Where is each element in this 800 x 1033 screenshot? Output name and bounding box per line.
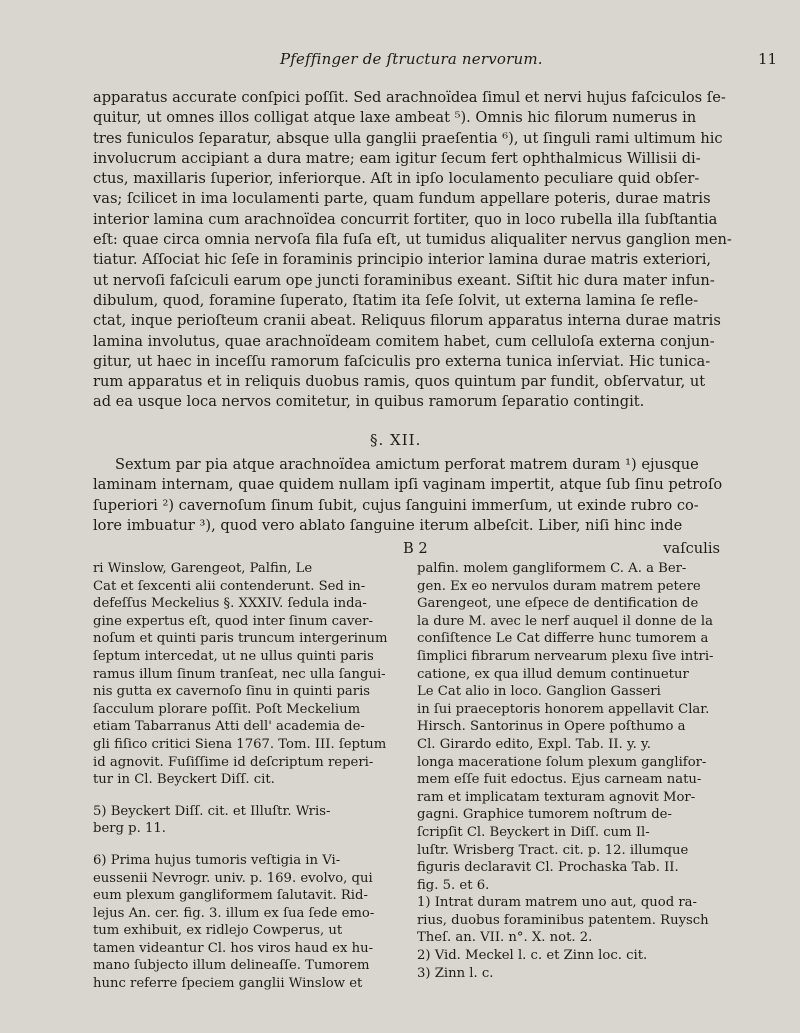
footnote-line: rius, duobus foraminibus patentem. Ruysch bbox=[417, 912, 709, 928]
footnote-line: ri Winslow, Garengeot, Palfin, Le bbox=[93, 561, 313, 576]
footnote-line: gagni. Graphice tumorem noſtrum de- bbox=[417, 807, 672, 823]
text-line: lamina involutus, quae arachnoïdeam comitem habet, cum celluloſa externa conjun- bbox=[93, 332, 715, 350]
text-line: lore imbuatur ³), quod vero ablato ſanguine iterum albeſcit. Liber, niſi hinc inde bbox=[93, 516, 683, 534]
text-line: apparatus accurate conſpici poſſit. Sed arachnoïdea ſimul et nervi hujus faſciculos ſe- bbox=[93, 89, 726, 106]
text-line: dibulum, quod, foramine ſuperato, ſtatim ita ſeſe ſolvit, ut externa lamina ſe refle- bbox=[93, 291, 699, 309]
footnote-line: ſacculum plorare poſſit. Poſt Meckelium bbox=[93, 701, 361, 717]
footnote-line: tum exhibuit, ex ridlejo Cowperus, ut bbox=[93, 923, 343, 939]
text-line: vas; ſcilicet in ima loculamenti parte, quam fundum appellare poteris, durae matris bbox=[93, 190, 711, 208]
footnote-line: ram et implicatam texturam agnovit Mor- bbox=[417, 789, 696, 805]
footnote-line: Hirsch. Santorinus in Opere poſthumo a bbox=[417, 719, 686, 735]
text-line: ctat, inque perioſteum cranii abeat. Reliquus filorum apparatus interna durae matris bbox=[93, 312, 721, 330]
footnote-line: ſimplici fibrarum nervearum plexu ſive intri- bbox=[417, 648, 714, 664]
footnote-gap bbox=[93, 789, 406, 803]
footnote-line: Cl. Girardo edito, Expl. Tab. II. y. y. bbox=[417, 736, 651, 752]
footnote-line: hunc referre ſpeciem ganglii Winslow et bbox=[93, 976, 363, 992]
footnote-line: ſcripſit Cl. Beyckert in Diſſ. cum Il- bbox=[417, 824, 650, 840]
footnote-line: 3) Zinn l. c. bbox=[417, 965, 494, 981]
signature-line bbox=[93, 540, 720, 560]
footnote-line: 5) Beyckert Diſſ. cit. et Illuſtr. Wris- bbox=[93, 803, 331, 819]
page-number: 11 bbox=[758, 50, 778, 68]
section-paragraph bbox=[93, 455, 723, 536]
footnote-line: palfin. molem gangliformem C. A. a Ber- bbox=[417, 561, 687, 576]
text-line: ut nervoſi faſciculi earum ope juncti foraminibus exeant. Siſtit hic dura mater infun- bbox=[93, 271, 715, 289]
text-line: ſuperiori ²) cavernoſum ſinum ſubit, cujus ſanguini immerſum, ut exinde rubro co- bbox=[93, 496, 699, 514]
footnote-line: Cat et ſexcenti alii contenderunt. Sed in- bbox=[93, 578, 366, 594]
footnote-gap bbox=[93, 838, 406, 852]
text-line: laminam internam, quae quidem nullam ipſi vaginam impertit, atque ſub ſinu petroſo bbox=[93, 476, 723, 494]
footnote-line: berg p. 11. bbox=[93, 821, 166, 837]
text-line: involucrum accipiant a dura matre; eam igitur ſecum fert ophthalmicus Willisii di- bbox=[93, 149, 701, 167]
footnote-line: Theſ. an. VII. n°. X. not. 2. bbox=[417, 930, 593, 946]
footnote-line: gen. Ex eo nervulos duram matrem petere bbox=[417, 578, 701, 594]
footnote-line: noſum et quinti paris truncum intergerinum bbox=[93, 631, 388, 647]
text-line: Sextum par pia atque arachnoïdea amictum perforat matrem duram ¹) ejusque bbox=[115, 456, 699, 473]
footnote-line: in ſui praeceptoris honorem appellavit Clar. bbox=[417, 701, 710, 717]
footnote-line: catione, ex qua illud demum continuetur bbox=[417, 666, 689, 682]
footnote-line: ſeptum intercedat, ut ne ullus quinti paris bbox=[93, 648, 374, 664]
running-head bbox=[0, 50, 800, 72]
footnote-line: 2) Vid. Meckel l. c. et Zinn loc. cit. bbox=[417, 948, 648, 964]
footnote-line: longa maceratione ſolum plexum ganglifor- bbox=[417, 754, 707, 770]
footnote-line: Le Cat alio in loco. Ganglion Gasseri bbox=[417, 684, 661, 700]
footnote-line: figuris declaravit Cl. Prochaska Tab. II. bbox=[417, 860, 679, 876]
footnote-line: mem eſſe fuit edoctus. Ejus carneam natu- bbox=[417, 772, 702, 788]
footnotes-right-column bbox=[417, 560, 727, 982]
footnote-line: Garengeot, une eſpece de dentification de bbox=[417, 596, 699, 612]
footnote-line: luſtr. Wrisberg Tract. cit. p. 12. illumque bbox=[417, 842, 689, 858]
signature-mark: B 2 bbox=[403, 540, 428, 557]
text-line: interior lamina cum arachnoïdea concurrit fortiter, quo in loco rubella illa ſubſtantia bbox=[93, 210, 718, 228]
footnote-line: defeſſus Meckelius §. XXXIV. ſedula inda- bbox=[93, 596, 367, 612]
footnote-line: lejus An. cer. fig. 3. illum ex ſua ſede emo- bbox=[93, 905, 375, 921]
footnote-line: conſiſtence Le Cat differre hunc tumorem a bbox=[417, 631, 709, 647]
text-line: rum apparatus et in reliquis duobus ramis, quos quintum par fundit, obſervatur, ut bbox=[93, 373, 706, 391]
footnote-line: eussenii Nevrogr. univ. p. 169. evolvo, qui bbox=[93, 870, 373, 886]
text-line: ctus, maxillaris ſuperior, inferiorque. Aſt in ipſo loculamento peculiare quid obſer- bbox=[93, 170, 700, 188]
text-line: eſt: quae circa omnia nervoſa fila fuſa eſt, ut tumidus aliqualiter nervus ganglion men- bbox=[93, 231, 732, 249]
footnote-line: la dure M. avec le nerf auquel il donne de la bbox=[417, 613, 713, 629]
footnotes-left-column bbox=[93, 560, 406, 993]
footnote-line: ramus illum ſinum tranſeat, nec ulla ſangui- bbox=[93, 666, 386, 682]
text-line: quitur, ut omnes illos colligat atque laxe ambeat ⁵). Omnis hic filorum numerus in bbox=[93, 109, 697, 127]
section-heading: §. XII. bbox=[370, 431, 422, 449]
footnote-line: eum plexum gangliformem ſalutavit. Rid- bbox=[93, 888, 368, 904]
footnote-line: tur in Cl. Beyckert Diſſ. cit. bbox=[93, 772, 275, 788]
catchword: vaſculis bbox=[663, 540, 720, 557]
footnote-line: 1) Intrat duram matrem uno aut, quod ra- bbox=[417, 895, 697, 911]
footnote-line: nis gutta ex cavernoſo ſinu in quinti paris bbox=[93, 684, 371, 700]
footnote-line: etiam Tabarranus Atti dell' academia de- bbox=[93, 719, 365, 735]
text-line: ad ea usque loca nervos comitetur, in quibus ramorum ſeparatio contingit. bbox=[93, 393, 645, 411]
text-line: tres funiculos ſeparatur, absque ulla ganglii praeſentia ⁶), ut ſinguli rami ultimum hic bbox=[93, 129, 723, 147]
footnote-line: gine expertus eſt, quod inter ſinum caver- bbox=[93, 613, 373, 629]
footnote-line: fig. 5. et 6. bbox=[417, 877, 490, 893]
footnote-line: mano ſubjecto illum delineaſſe. Tumorem bbox=[93, 958, 370, 974]
text-line: tiatur. Aſſociat hic ſeſe in foraminis principio interior lamina durae matris exteriori, bbox=[93, 251, 712, 269]
main-paragraph bbox=[93, 88, 732, 413]
running-title: Pfeffinger de ſtructura nervorum. bbox=[280, 50, 543, 68]
footnote-line: 6) Prima hujus tumoris veſtigia in Vi- bbox=[93, 852, 341, 868]
footnote-line: gli fiſico critici Siena 1767. Tom. III. ſeptum bbox=[93, 736, 387, 752]
text-line: gitur, ut haec in inceſſu ramorum faſciculis pro externa tunica inſerviat. Hic tunica- bbox=[93, 352, 711, 370]
footnote-line: id agnovit. Fuſiſſime id deſcriptum reperi- bbox=[93, 754, 374, 770]
footnote-line: tamen videantur Cl. hos viros haud ex hu- bbox=[93, 940, 374, 956]
